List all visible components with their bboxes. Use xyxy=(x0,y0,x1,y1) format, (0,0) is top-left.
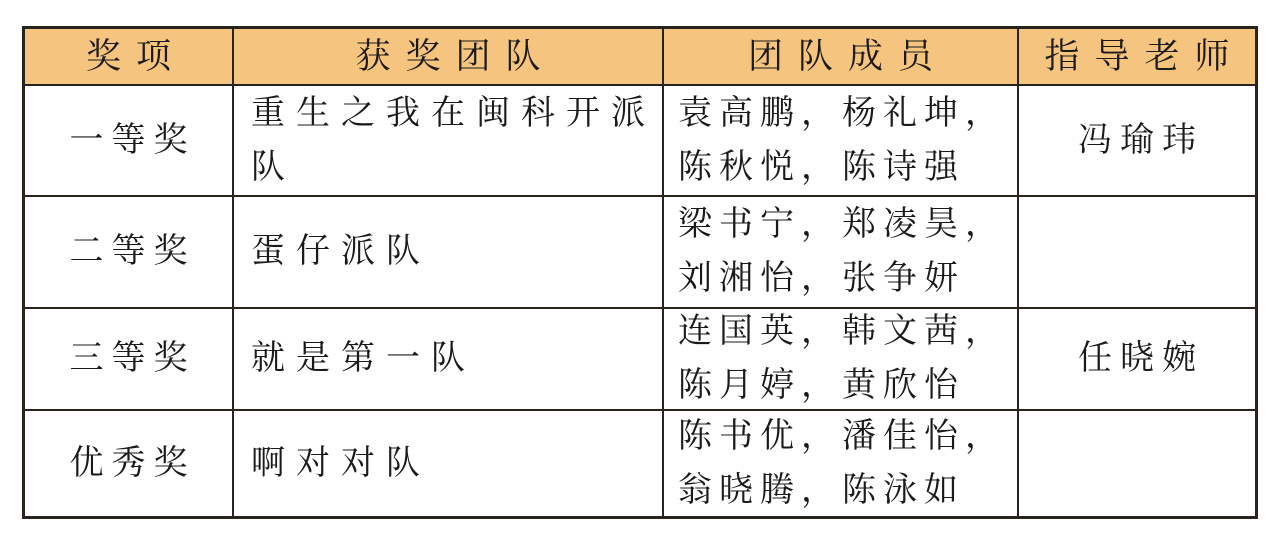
header-label-team: 获奖团队 xyxy=(355,36,556,76)
advisor-cell xyxy=(1019,197,1255,309)
members-text: 梁书宁，郑凌昊，刘湘怡，张争妍 xyxy=(678,206,1006,297)
members-text: 袁高鹏，杨礼坤，陈秋悦，陈诗强 xyxy=(678,94,1006,186)
advisor-cell xyxy=(1019,86,1255,197)
advisor-cell xyxy=(1019,411,1255,516)
advisor-text: 任晓婉 xyxy=(1078,340,1204,377)
header-label-members: 团队成员 xyxy=(747,36,948,76)
header-cell-award xyxy=(25,29,234,86)
members-cell xyxy=(664,197,1019,309)
award-table xyxy=(22,26,1258,519)
award-text: 优秀奖 xyxy=(69,444,196,482)
team-name-cell xyxy=(234,309,664,411)
header-label-award: 奖项 xyxy=(85,36,186,76)
award-cell xyxy=(25,86,234,197)
header-label-advisor: 指导老师 xyxy=(1044,36,1245,76)
team-name-text: 蛋仔派队 xyxy=(251,233,431,270)
members-text: 连国英，韩文茜，陈月婷，黄欣怡 xyxy=(678,313,1006,404)
members-cell xyxy=(664,86,1019,197)
members-cell xyxy=(664,411,1019,516)
members-cell xyxy=(664,309,1019,411)
advisor-text: 冯瑜玮 xyxy=(1078,121,1204,159)
header-cell-team xyxy=(234,29,664,86)
advisor-cell xyxy=(1019,309,1255,411)
award-cell xyxy=(25,309,234,411)
team-name-cell xyxy=(234,411,664,516)
team-name-text: 啊对对队 xyxy=(251,444,431,482)
header-cell-members xyxy=(664,29,1019,86)
team-name-cell xyxy=(234,197,664,309)
members-text: 陈书优，潘佳怡，翁晓腾，陈泳如 xyxy=(678,417,1006,509)
award-text: 一等奖 xyxy=(69,121,196,159)
team-name-text: 就是第一队 xyxy=(251,340,476,377)
award-cell xyxy=(25,411,234,516)
award-text: 二等奖 xyxy=(69,233,196,270)
team-name-text: 重生之我在闽科开派队 xyxy=(251,94,656,186)
header-cell-advisor xyxy=(1019,29,1255,86)
team-name-cell xyxy=(234,86,664,197)
award-cell xyxy=(25,197,234,309)
award-text: 三等奖 xyxy=(69,340,196,377)
